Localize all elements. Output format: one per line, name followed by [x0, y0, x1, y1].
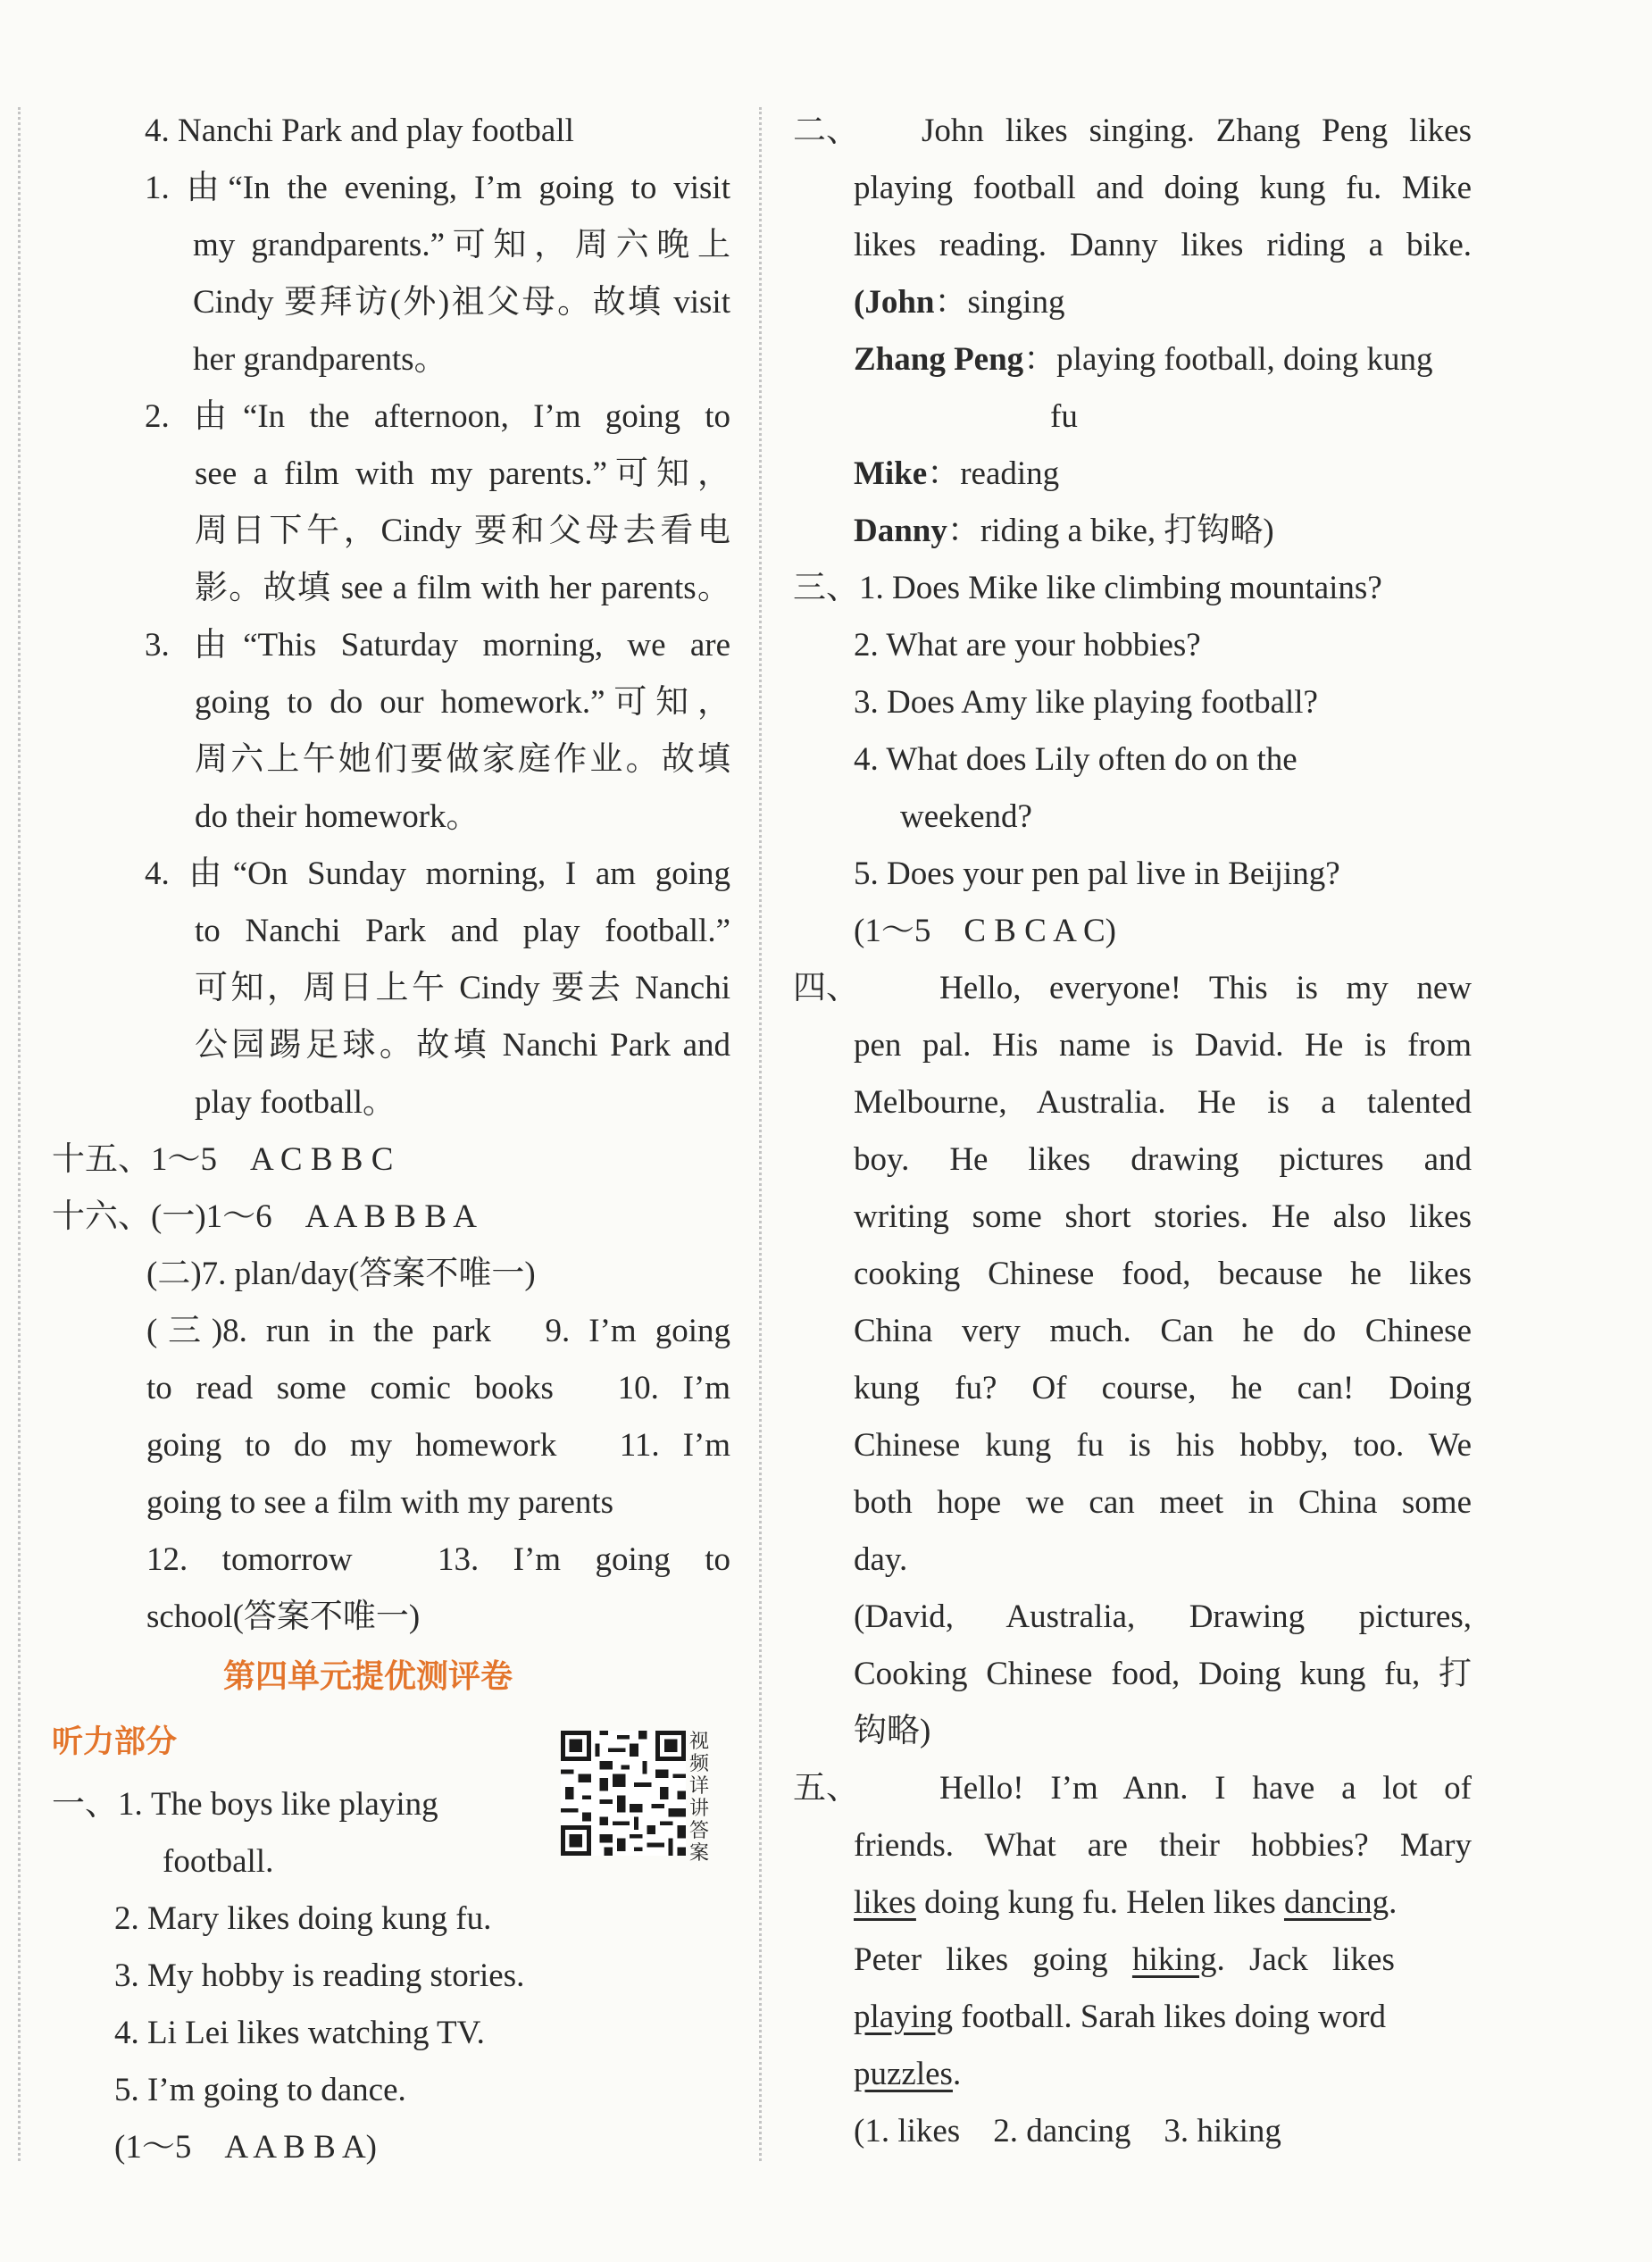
answer-line: 3. 由“This Saturday morning, we are [145, 627, 730, 664]
listening-line: football. [163, 1843, 274, 1880]
answer-value: ：riding a bike, 打钩略) [947, 513, 1274, 549]
left-margin-dotted-line [18, 107, 21, 2161]
listening-section-label: 听力部分 [52, 1724, 178, 1760]
answer-line: going to see a film with my parents [146, 1484, 614, 1521]
answer-line: do their homework。 [195, 798, 480, 835]
listening-line: 4. Li Lei likes watching TV. [114, 2015, 485, 2051]
answer-line: 周六上午她们要做家庭作业。故填 [195, 741, 730, 778]
answer-line: 公园踢足球。故填 Nanchi Park and [195, 1027, 730, 1064]
transcript-line: Hello! I’m Ann. I have a lot of [939, 1770, 1472, 1807]
answer-line [793, 331, 1472, 388]
transcript-text: football. Sarah likes doing word [952, 1999, 1387, 2035]
answer-line [793, 503, 1472, 560]
section-line [793, 960, 1472, 1017]
qr-code-icon[interactable] [561, 1731, 686, 1856]
answer-line: 12. tomorrow 13. I’m going to [146, 1541, 730, 1578]
section-number: 二、 [793, 113, 859, 149]
question-line: 3. Does Amy like playing football? [854, 684, 1318, 721]
transcript-line: day. [854, 1541, 908, 1578]
transcript-line: both hope we can meet in China some [854, 1484, 1472, 1521]
transcript-line: Hello, everyone! This is my new [939, 970, 1472, 1006]
right-column [793, 103, 1472, 2160]
underlined-answer: likes [854, 1884, 916, 1921]
transcript-line: friends. What are their hobbies? Mary [854, 1827, 1472, 1864]
transcript-text: doing kung fu. Helen likes [915, 1884, 1284, 1921]
answer-line: 可知，周日上午 Cindy 要去 Nanchi [195, 970, 730, 1006]
question-line: 2. What are your hobbies? [854, 627, 1201, 664]
answer-value: ：playing football, doing kung [1023, 341, 1433, 378]
name-label: Mike [854, 455, 928, 492]
question-line: 三、1. Does Mike like climbing mountains? [793, 570, 1382, 606]
transcript-text: . [952, 2056, 962, 2092]
transcript-line: writing some short stories. He also likes [854, 1198, 1472, 1235]
answer-line: play football。 [195, 1084, 396, 1121]
answer-line: 周日下午，Cindy 要和父母去看电 [195, 513, 730, 549]
answer-line: going to do my homework 11. I’m [146, 1427, 730, 1464]
answer-line: my grandparents.”可知，周六晚上 [193, 227, 730, 263]
answer-line: 影。故填 see a film with her parents。 [195, 570, 730, 606]
question-line: weekend? [900, 798, 1032, 835]
listening-line: 3. My hobby is reading stories. [114, 1957, 525, 1994]
section-number: 五、 [793, 1770, 859, 1807]
question-line: 5. Does your pen pal live in Beijing? [854, 856, 1340, 892]
answer-line: to Nanchi Park and play football.” [195, 913, 730, 949]
answer-line: 十五、1～5 A C B B C [52, 1141, 394, 1178]
listening-line: 2. Mary likes doing kung fu. [114, 1900, 492, 1937]
transcript-line [793, 1874, 1472, 1932]
answer-line: see a film with my parents.”可知， [195, 455, 730, 492]
transcript-text: . Jack likes [1216, 1941, 1395, 1978]
transcript-line [793, 1932, 1472, 1989]
transcript-line: kung fu? Of course, he can! Doing [854, 1370, 1472, 1406]
question-line: (1～5 C B C A C) [854, 913, 1116, 949]
transcript-line: John likes singing. Zhang Peng likes [922, 113, 1472, 149]
answer-line: (1. likes 2. dancing 3. hiking [854, 2113, 1281, 2149]
answer-line: fu [1050, 398, 1078, 435]
answer-value: ：reading [927, 455, 1060, 492]
left-column [52, 103, 730, 2176]
question-line: 4. What does Lily often do on the [854, 741, 1297, 778]
transcript-line: playing football and doing kung fu. Mike [854, 170, 1472, 206]
transcript-line: Chinese kung fu is his hobby, too. We [854, 1427, 1472, 1464]
answer-line: 4. 由“On Sunday morning, I am going [145, 856, 730, 892]
answer-line: to read some comic books 10. I’m [146, 1370, 730, 1406]
transcript-text: . [1389, 1884, 1398, 1921]
section-line [793, 1760, 1472, 1817]
section-number: 四、 [793, 970, 859, 1006]
listening-line: 5. I’m going to dance. [114, 2072, 406, 2108]
transcript-line: cooking Chinese food, because he likes [854, 1256, 1472, 1292]
transcript-line: pen pal. His name is David. He is from [854, 1027, 1472, 1064]
answer-line: (三)8. run in the park 9. I’m going [146, 1313, 730, 1349]
name-label: (John [854, 284, 935, 321]
answer-line: (David, Australia, Drawing pictures, [854, 1598, 1472, 1635]
answer-line: her grandparents。 [193, 341, 447, 378]
transcript-line [793, 1989, 1472, 2046]
transcript-line: Melbourne, Australia. He is a talented [854, 1084, 1472, 1121]
transcript-line: China very much. Can he do Chinese [854, 1313, 1472, 1349]
answer-line [793, 274, 1472, 331]
answer-line: 1. 由“In the evening, I’m going to visit [145, 170, 730, 206]
column-divider-dotted-line [759, 107, 762, 2161]
answer-line: 4. Nanchi Park and play football [145, 113, 574, 149]
answer-line: (二)7. plan/day(答案不唯一) [146, 1256, 536, 1292]
answer-value: ：singing [934, 284, 1065, 321]
answer-line: going to do our homework.”可知， [195, 684, 730, 721]
answer-line: 钩略) [854, 1713, 931, 1749]
answer-line: 十六、(一)1～6 A A B B B A [52, 1198, 477, 1235]
answer-line [793, 446, 1472, 503]
listening-line: (1～5 A A B B A) [114, 2129, 377, 2166]
underlined-answer: dancing [1283, 1884, 1389, 1921]
underlined-answer: hiking [1131, 1941, 1217, 1978]
section-line [793, 103, 1472, 160]
unit-title: 第四单元提优测评卷 [223, 1658, 513, 1695]
underlined-answer: playing [854, 1999, 953, 2035]
qr-caption: 视频详讲答案 [689, 1731, 710, 1865]
transcript-line: boy. He likes drawing pictures and [854, 1141, 1472, 1178]
transcript-line [793, 2046, 1472, 2103]
transcript-text: Peter likes going [854, 1941, 1132, 1978]
name-label: Danny [854, 513, 947, 549]
transcript-line: likes reading. Danny likes riding a bike. [854, 227, 1472, 263]
answer-line: school(答案不唯一) [146, 1598, 421, 1635]
answer-line: Cooking Chinese food, Doing kung fu, 打 [854, 1656, 1472, 1692]
listening-line: 一、1. The boys like playing [52, 1786, 438, 1823]
name-label: Zhang Peng [854, 341, 1024, 378]
underlined-answer: puzzles [854, 2056, 953, 2092]
answer-line: 2. 由“In the afternoon, I’m going to [145, 398, 730, 435]
answer-line: Cindy 要拜访(外)祖父母。故填 visit [193, 284, 730, 321]
